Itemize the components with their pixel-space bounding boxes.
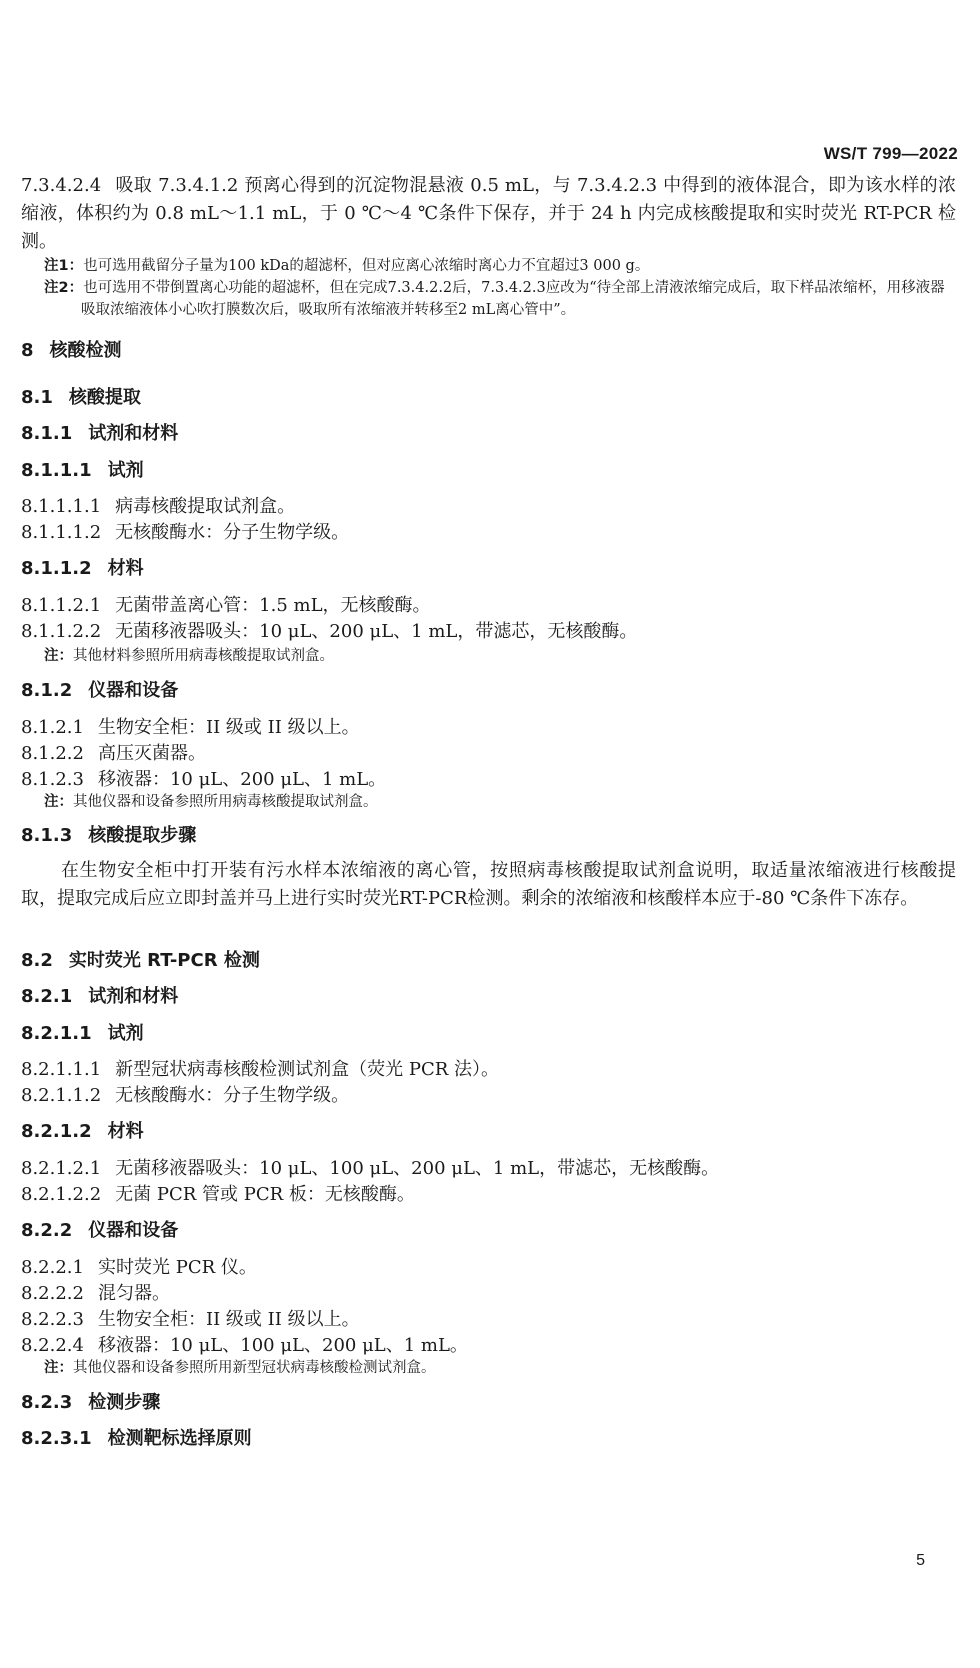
heading-number: 8.2 — [21, 950, 53, 971]
item-text: 新型冠状病毒核酸检测试剂盒（荧光 PCR 法）。 — [115, 1059, 500, 1080]
heading-8-1-1-1 — [21, 458, 956, 484]
heading-8-2-3-1 — [21, 1426, 956, 1452]
item-number: 8.2.2.3 — [21, 1309, 84, 1330]
item-text: 无菌 PCR 管或 PCR 板：无核酸酶。 — [115, 1184, 415, 1205]
heading-number: 8.2.1.2 — [21, 1121, 92, 1142]
item-8-2-1-2-2 — [21, 1181, 956, 1209]
item-8-2-1-2-1 — [21, 1155, 956, 1183]
item-8-1-2-2 — [21, 740, 956, 768]
item-text: 移液器：10 μL、200 μL、1 mL。 — [97, 769, 387, 790]
heading-title: 核酸提取步骤 — [88, 825, 197, 846]
item-number: 8.1.1.1.1 — [21, 496, 102, 517]
note-text: 其他材料参照所用病毒核酸提取试剂盒。 — [73, 648, 334, 664]
item-8-2-2-2 — [21, 1280, 956, 1308]
item-text: 高压灭菌器。 — [97, 743, 206, 764]
heading-number: 8.2.2 — [21, 1220, 73, 1241]
heading-8-2 — [21, 948, 956, 974]
item-number: 8.2.2.2 — [21, 1283, 84, 1304]
note-label: 注： — [44, 794, 73, 810]
item-text: 实时荧光 PCR 仪。 — [97, 1257, 257, 1278]
item-number: 8.2.1.1.1 — [21, 1059, 102, 1080]
heading-title: 材料 — [107, 558, 144, 579]
item-number: 8.2.1.2.2 — [21, 1184, 102, 1205]
heading-number: 8.1.1.1 — [21, 460, 92, 481]
heading-8-1-3 — [21, 823, 956, 849]
heading-title: 实时荧光 RT-PCR 检测 — [68, 950, 260, 971]
item-text: 无菌移液器吸头：10 μL、200 μL、1 mL，带滤芯，无核酸酶。 — [115, 621, 638, 642]
heading-8 — [21, 338, 956, 364]
item-8-2-2-4 — [21, 1332, 956, 1360]
heading-title: 仪器和设备 — [88, 1220, 179, 1241]
heading-8-2-2 — [21, 1218, 956, 1244]
item-number: 8.2.1.2.1 — [21, 1158, 102, 1179]
page-number: 5 — [916, 1552, 925, 1569]
item-8-1-2-3 — [21, 766, 956, 794]
item-8-1-1-2-2 — [21, 618, 956, 646]
heading-number: 8.1.1.2 — [21, 558, 92, 579]
note-text: 也可选用不带倒置离心功能的超滤杯，但在完成7.3.4.2.2后，7.3.4.2.3应改为“待全部上清液浓缩完成后，取下样品浓缩杯，用移液器吸取浓缩液体小心吹打膜数次后，吸取所有浓缩液并转移至2 mL离心管中”。 — [81, 280, 945, 318]
note-8-1-2 — [21, 791, 956, 813]
item-text: 无核酸酶水：分子生物学级。 — [115, 522, 350, 543]
heading-8-2-1-2 — [21, 1119, 956, 1145]
item-text: 病毒核酸提取试剂盒。 — [115, 496, 296, 517]
item-8-2-2-1 — [21, 1254, 956, 1282]
item-number: 8.1.2.1 — [21, 717, 84, 738]
heading-number: 8.1 — [21, 387, 53, 408]
item-8-2-1-1-2 — [21, 1082, 956, 1110]
heading-8-1-2 — [21, 678, 956, 704]
note-label: 注1： — [44, 258, 84, 274]
note-2 — [21, 277, 956, 321]
heading-8-2-1 — [21, 984, 956, 1010]
note-text: 其他仪器和设备参照所用新型冠状病毒核酸检测试剂盒。 — [73, 1360, 436, 1376]
heading-title: 核酸提取 — [68, 387, 141, 408]
clause-7-3-4-2-4 — [21, 172, 956, 256]
paragraph-8-1-3 — [21, 857, 956, 913]
item-number: 8.2.1.1.2 — [21, 1085, 102, 1106]
heading-8-1-1-2 — [21, 556, 956, 582]
notes-7-3-4-2-4 — [21, 255, 956, 321]
note-label: 注： — [44, 648, 73, 664]
item-text: 移液器：10 μL、100 μL、200 μL、1 mL。 — [97, 1335, 468, 1356]
item-text: 生物安全柜：II 级或 II 级以上。 — [97, 1309, 360, 1330]
heading-number: 8.1.1 — [21, 423, 73, 444]
heading-title: 试剂和材料 — [88, 423, 179, 444]
note-text: 也可选用截留分子量为100 kDa的超滤杯，但对应离心浓缩时离心力不宜超过3 000 g。 — [83, 258, 650, 274]
paragraph-text: 在生物安全柜中打开装有污水样本浓缩液的离心管，按照病毒核酸提取试剂盒说明，取适量浓缩液进行核酸提取，提取完成后应立即封盖并马上进行实时荧光RT-PCR检测。剩余的浓缩液和核酸样本应于-80 ℃条件下冻存。 — [21, 860, 956, 909]
item-number: 8.1.1.2.2 — [21, 621, 102, 642]
heading-number: 8.2.1 — [21, 986, 73, 1007]
item-8-1-2-1 — [21, 714, 956, 742]
clause-number: 7.3.4.2.4 — [21, 175, 102, 196]
heading-8-1 — [21, 385, 956, 411]
item-text: 无菌带盖离心管：1.5 mL，无核酸酶。 — [115, 595, 431, 616]
heading-8-2-1-1 — [21, 1021, 956, 1047]
note-1 — [21, 255, 956, 277]
note-text: 其他仪器和设备参照所用病毒核酸提取试剂盒。 — [73, 794, 378, 810]
note-8-2-2 — [21, 1357, 956, 1379]
heading-title: 检测步骤 — [88, 1392, 161, 1413]
heading-number: 8.2.3 — [21, 1392, 73, 1413]
item-8-1-1-1-1 — [21, 493, 956, 521]
heading-8-2-3 — [21, 1390, 956, 1416]
heading-title: 试剂和材料 — [88, 986, 179, 1007]
item-number: 8.1.1.1.2 — [21, 522, 102, 543]
clause-text: 吸取 7.3.4.1.2 预离心得到的沉淀物混悬液 0.5 mL，与 7.3.4.2.3 中得到的液体混合，即为该水样的浓缩液，体积约为 0.8 mL～1.1 mL，于 0 ℃～4 ℃条件下保存，并于 24 h 内完成核酸提取和实时荧光 RT-PCR 检测。 — [21, 175, 956, 252]
item-number: 8.1.2.3 — [21, 769, 84, 790]
note-8-1-1-2 — [21, 645, 956, 667]
heading-number: 8 — [21, 340, 34, 361]
heading-number: 8.1.3 — [21, 825, 73, 846]
heading-8-1-1 — [21, 421, 956, 447]
item-text: 生物安全柜：II 级或 II 级以上。 — [97, 717, 360, 738]
heading-title: 材料 — [107, 1121, 144, 1142]
heading-title: 仪器和设备 — [88, 680, 179, 701]
item-number: 8.2.2.1 — [21, 1257, 84, 1278]
heading-title: 核酸检测 — [49, 340, 122, 361]
item-number: 8.2.2.4 — [21, 1335, 84, 1356]
item-text: 无核酸酶水：分子生物学级。 — [115, 1085, 350, 1106]
item-number: 8.1.1.2.1 — [21, 595, 102, 616]
item-text: 混匀器。 — [97, 1283, 170, 1304]
item-text: 无菌移液器吸头：10 μL、100 μL、200 μL、1 mL，带滤芯，无核酸酶。 — [115, 1158, 720, 1179]
heading-number: 8.2.3.1 — [21, 1428, 92, 1449]
item-number: 8.1.2.2 — [21, 743, 84, 764]
heading-number: 8.1.2 — [21, 680, 73, 701]
heading-number: 8.2.1.1 — [21, 1023, 92, 1044]
heading-title: 试剂 — [107, 1023, 144, 1044]
heading-title: 检测靶标选择原则 — [107, 1428, 252, 1449]
heading-title: 试剂 — [107, 460, 144, 481]
standard-code: WS/T 799—2022 — [823, 144, 958, 163]
item-8-2-1-1-1 — [21, 1056, 956, 1084]
item-8-1-1-1-2 — [21, 519, 956, 547]
item-8-1-1-2-1 — [21, 592, 956, 620]
note-label: 注2： — [44, 280, 84, 296]
note-label: 注： — [44, 1360, 73, 1376]
item-8-2-2-3 — [21, 1306, 956, 1334]
